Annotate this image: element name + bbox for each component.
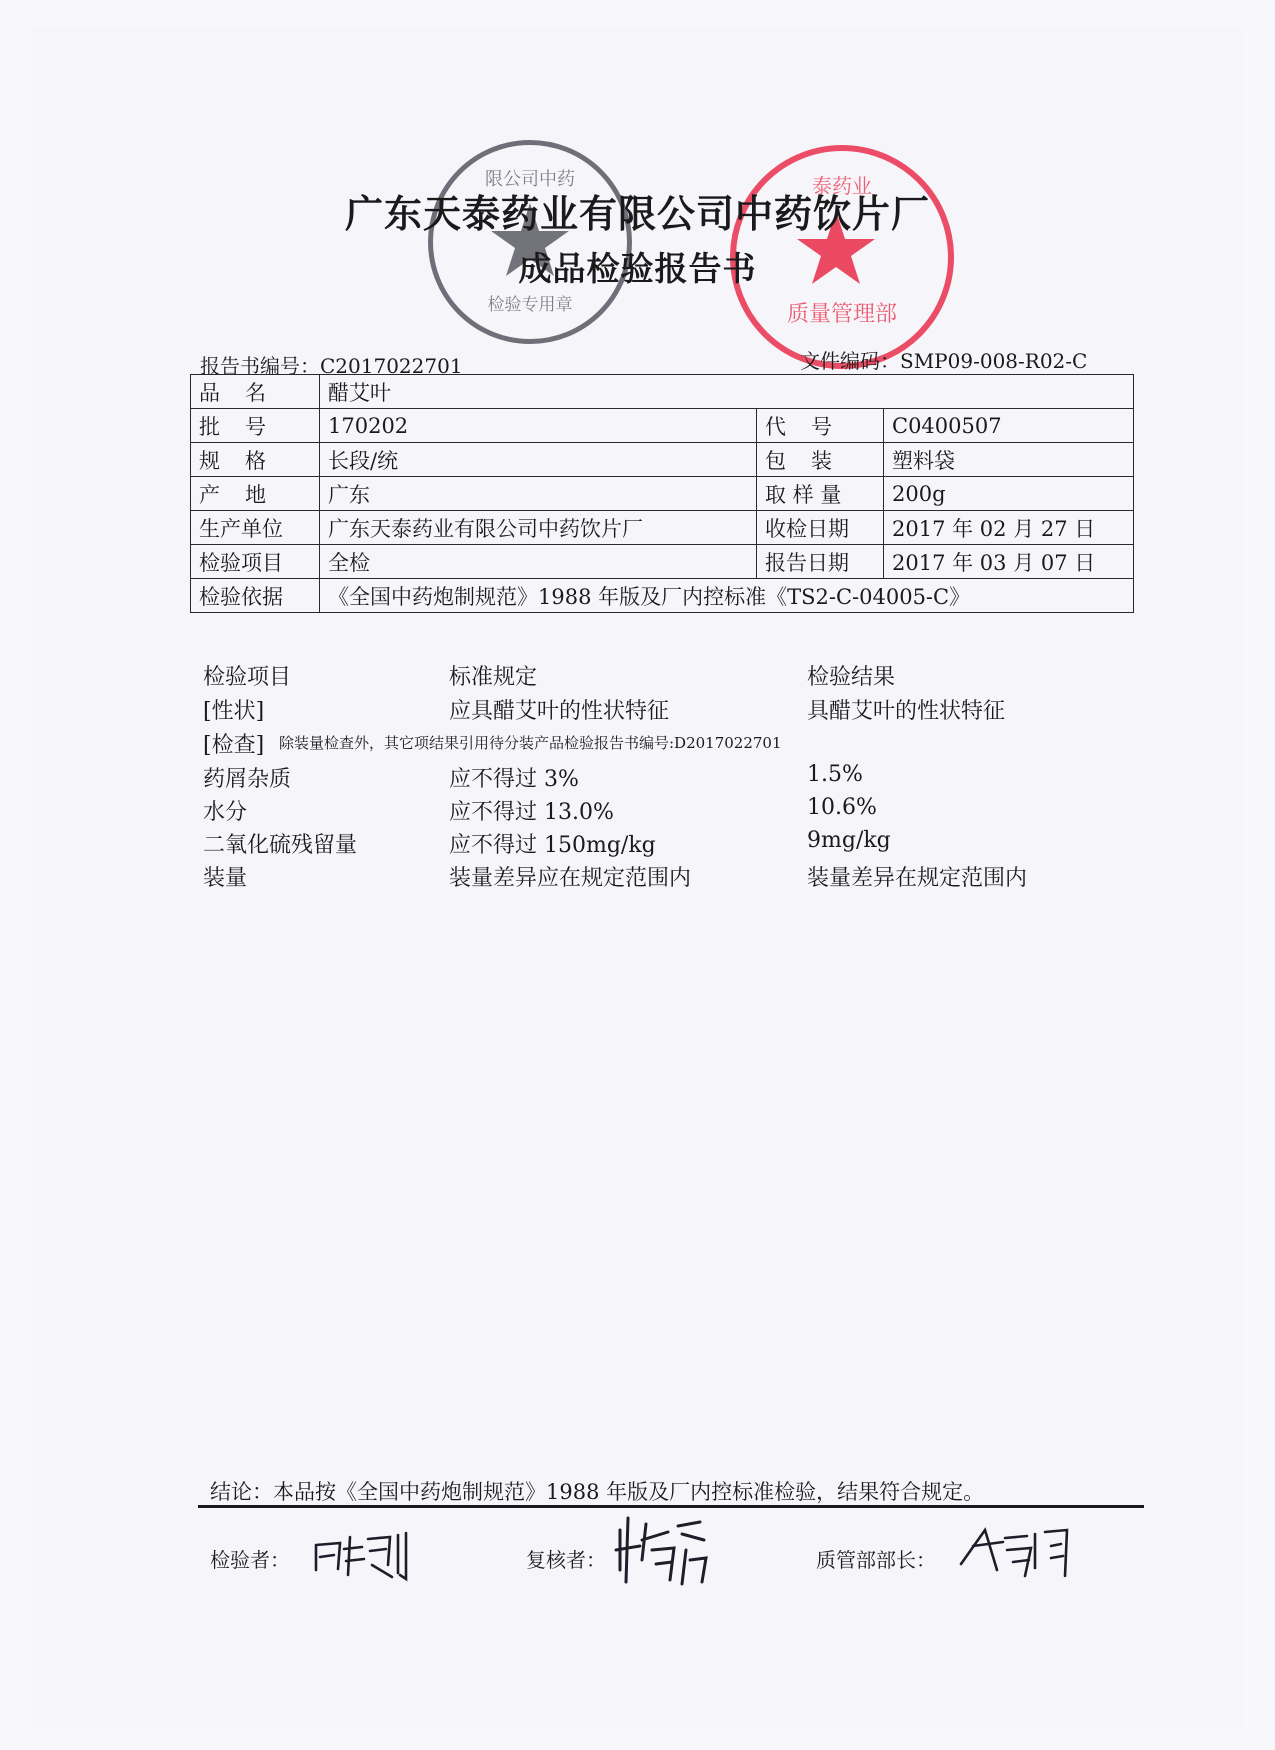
divider [198,1505,1144,1508]
inspection-seal-graphic [433,145,627,339]
receive-date-value: 2017 年 02 月 27 日 [884,511,1134,545]
producer-value: 广东天泰药业有限公司中药饮片厂 [320,511,757,545]
table-row [203,828,1103,860]
table-row [191,545,1134,579]
reviewer-label: 复核者： [526,1548,606,1572]
receive-date-label: 收检日期 [757,511,884,545]
result-item: 装量 [203,866,248,891]
report-date-value: 2017 年 03 月 07 日 [884,545,1134,579]
svg-text:质量管理部: 质量管理部 [786,302,898,327]
report-date-label: 报告日期 [757,545,884,579]
result-standard: 装量差异应在规定范围内 [449,866,692,891]
check-note: 除装量检查外，其它项结果引用待分装产品检验报告书编号:D2017022701 [279,734,782,752]
qa-head-signature [955,1520,1085,1590]
spec-value: 长段/统 [320,443,757,477]
result-item: 二氧化硫残留量 [203,833,358,858]
table-row [203,861,1103,893]
table-row [191,409,1134,443]
table-row [191,477,1134,511]
result-standard: 应不得过 150mg/kg [449,833,656,858]
spec-label: 规 格 [191,443,320,477]
producer-label: 生产单位 [191,511,320,545]
basis-label: 检验依据 [191,579,320,613]
origin-value: 广东 [320,477,757,511]
result-standard: 应不得过 3% [449,767,579,792]
sample-label: 取 样 量 [757,477,884,511]
code-label: 代 号 [757,409,884,443]
batch-value: 170202 [320,409,757,443]
code-value: C0400507 [884,409,1134,443]
conclusion: 结论：本品按《全国中药炮制规范》1988 年版及厂内控标准检验，结果符合规定。 [210,1480,985,1504]
items-label: 检验项目 [191,545,320,579]
result-standard: 应不得过 13.0% [449,800,614,825]
inspection-seal [428,140,632,344]
results-header-row [203,660,1103,692]
product-name-value: 醋艾叶 [320,375,1134,409]
result-value: 装量差异在规定范围内 [807,866,1028,891]
svg-text:泰药业: 泰药业 [812,174,872,198]
table-row [191,375,1134,409]
appearance-result: 具醋艾叶的性状特征 [807,699,1006,724]
result-value: 9mg/kg [807,828,891,853]
report-number-label: 报告书编号： [200,354,320,378]
result-value: 1.5% [807,762,863,787]
table-row [191,443,1134,477]
svg-text:限公司中药: 限公司中药 [485,169,575,190]
report-number-value: C2017022701 [320,354,463,378]
batch-label: 批 号 [191,409,320,443]
product-info-table [190,374,1134,613]
basis-value: 《全国中药炮制规范》1988 年版及厂内控标准《TS2-C-04005-C》 [320,579,1134,613]
header-standard: 标准规定 [449,665,538,690]
table-row [191,511,1134,545]
table-row [203,795,1103,827]
company-title: 广东天泰药业有限公司中药饮片厂 [344,191,930,236]
appearance-item: [性状] [203,699,265,724]
result-item: 药屑杂质 [203,767,292,792]
report-title: 成品检验报告书 [518,249,757,288]
inspector-label: 检验者： [210,1548,290,1572]
appearance-standard: 应具醋艾叶的性状特征 [449,699,670,724]
svg-text:检验专用章: 检验专用章 [487,295,573,315]
check-label: [检查] [203,733,265,758]
table-row [203,762,1103,794]
product-name-label: 品 名 [191,375,320,409]
result-value: 10.6% [807,795,877,820]
inspector-signature [310,1525,420,1585]
header-result: 检验结果 [807,665,896,690]
reviewer-signature [612,1510,712,1590]
package-label: 包 装 [757,443,884,477]
items-value: 全检 [320,545,757,579]
result-item: 水分 [203,800,248,825]
appearance-row [203,694,1103,726]
check-row [203,728,1103,760]
file-number [800,345,1087,374]
qa-head-label: 质管部部长： [816,1548,936,1572]
origin-label: 产 地 [191,477,320,511]
package-value: 塑料袋 [884,443,1134,477]
file-number-value: SMP09-008-R02-C [900,349,1088,373]
file-number-label: 文件编码： [800,349,900,373]
header-item: 检验项目 [203,665,292,690]
sample-value: 200g [884,477,1134,511]
table-row [191,579,1134,613]
